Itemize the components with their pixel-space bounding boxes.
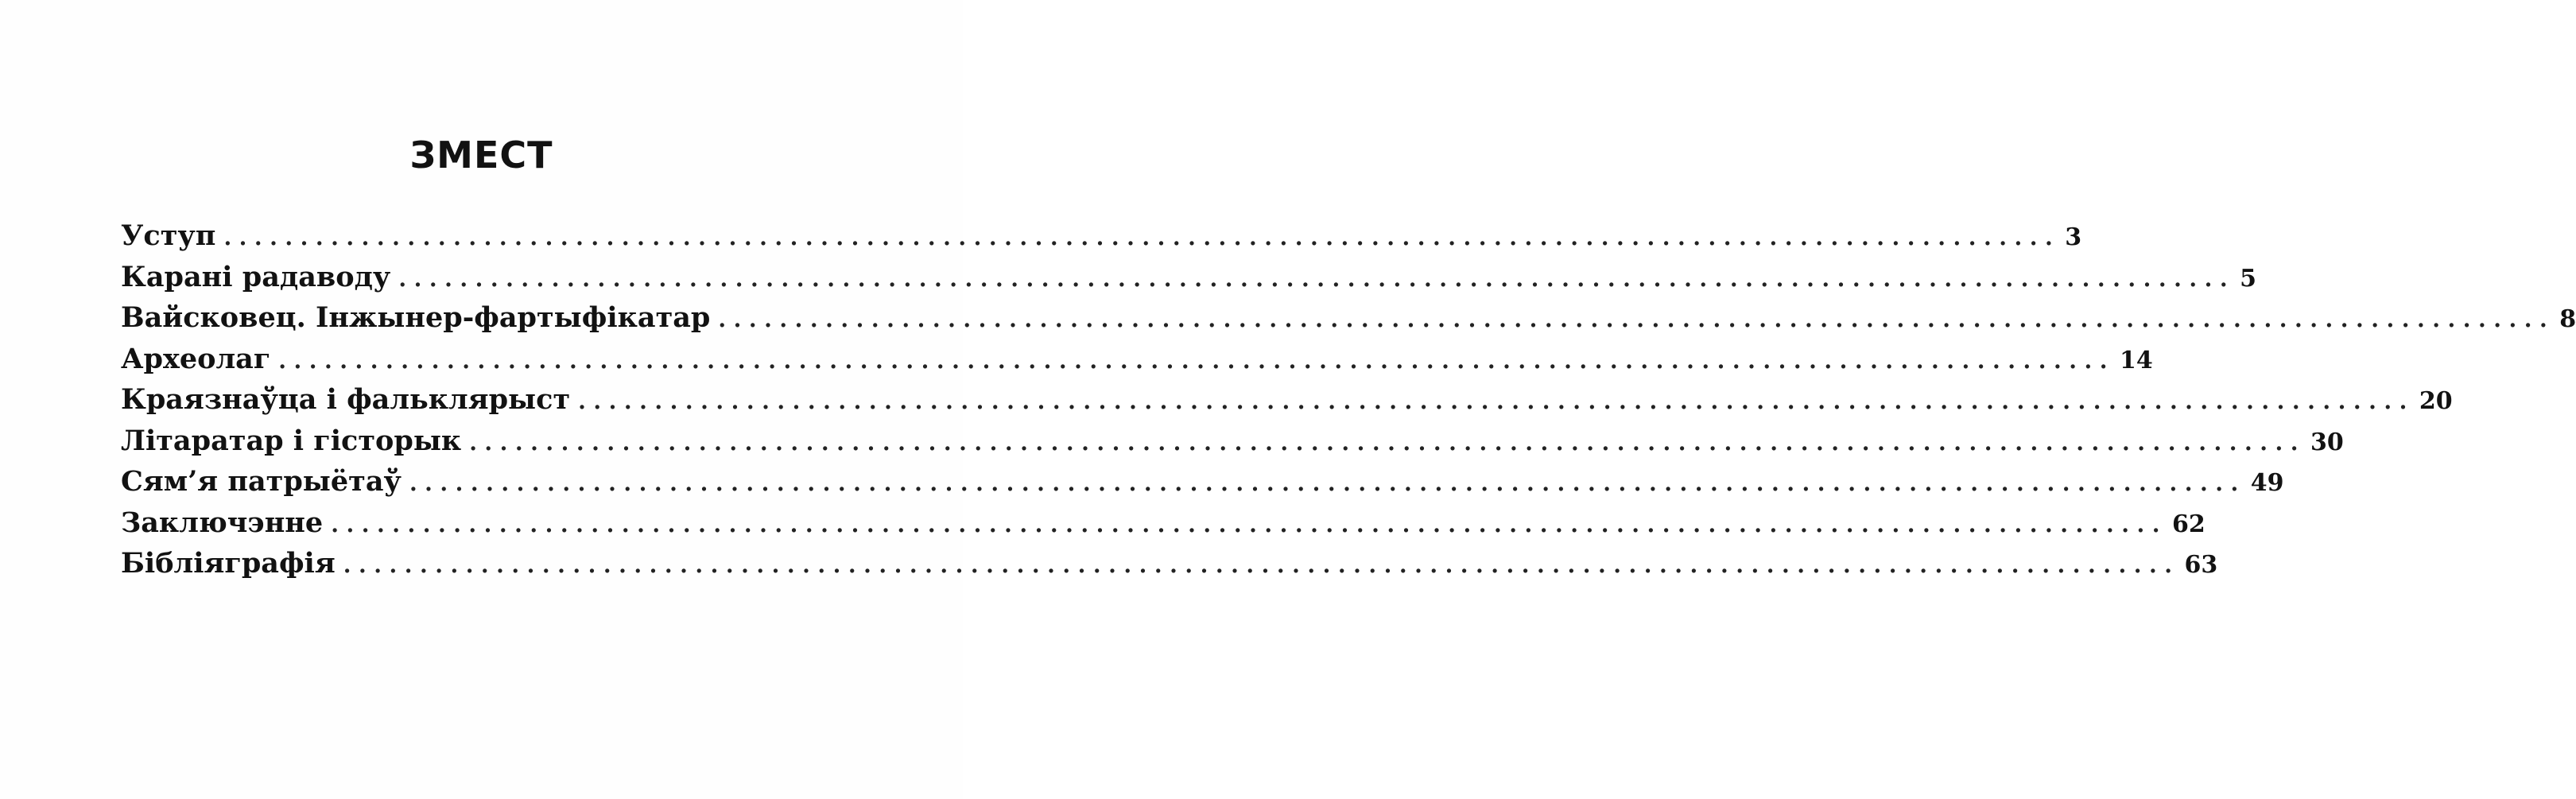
toc-entry-page: 49 bbox=[2250, 469, 2284, 497]
toc-entry-title: Вайсковец. Інжынер-фартыфікатар bbox=[121, 301, 711, 334]
dot-leader: ........................................................................................................................ bbox=[223, 224, 2061, 250]
toc-entry-title: Літаратар і гісторык bbox=[121, 424, 462, 457]
toc-entry-title: Сям’я патрыётаў bbox=[121, 465, 402, 498]
table-of-contents bbox=[121, 219, 2576, 588]
toc-entry-title: Бібліяграфія bbox=[121, 547, 336, 580]
dot-leader: ........................................................................................................................ bbox=[331, 510, 2167, 537]
toc-entry bbox=[121, 301, 2576, 343]
toc-entry-page: 8 bbox=[2559, 305, 2576, 333]
toc-entry-page: 20 bbox=[2419, 387, 2453, 415]
toc-entry-title: Уступ bbox=[121, 219, 216, 252]
toc-entry bbox=[121, 424, 2344, 466]
toc-entry-title: Заключэнне bbox=[121, 506, 324, 539]
dot-leader: ........................................................................................................................ bbox=[278, 347, 2116, 374]
toc-entry bbox=[121, 383, 2453, 425]
toc-entry bbox=[121, 465, 2284, 506]
toc-entry-page: 30 bbox=[2310, 428, 2344, 456]
dot-leader: ........................................................................................................................ bbox=[578, 388, 2415, 414]
toc-entry bbox=[121, 506, 2206, 548]
toc-entry-page: 3 bbox=[2065, 223, 2082, 251]
dot-leader: ........................................................................................................................ bbox=[409, 470, 2246, 496]
toc-entry-page: 14 bbox=[2120, 346, 2153, 374]
toc-entry-page: 63 bbox=[2184, 551, 2218, 579]
toc-entry bbox=[121, 342, 2153, 384]
toc-entry-title: Краязнаўца і фальклярыст bbox=[121, 383, 571, 416]
toc-entry bbox=[121, 547, 2218, 588]
toc-entry-title: Археолаг bbox=[121, 342, 271, 375]
toc-entry-title: Карані радаводу bbox=[121, 260, 391, 293]
page-title: ЗМЕСТ bbox=[409, 134, 553, 176]
dot-leader: ........................................................................................................................ bbox=[343, 552, 2180, 578]
toc-entry bbox=[121, 219, 2082, 261]
toc-entry-page: 5 bbox=[2240, 264, 2256, 293]
dot-leader: ........................................................................................................................ bbox=[718, 306, 2555, 332]
dot-leader: ........................................................................................................................ bbox=[398, 265, 2236, 292]
toc-entry bbox=[121, 260, 2256, 302]
toc-entry-page: 62 bbox=[2171, 510, 2206, 538]
dot-leader: ........................................................................................................................ bbox=[469, 429, 2306, 456]
